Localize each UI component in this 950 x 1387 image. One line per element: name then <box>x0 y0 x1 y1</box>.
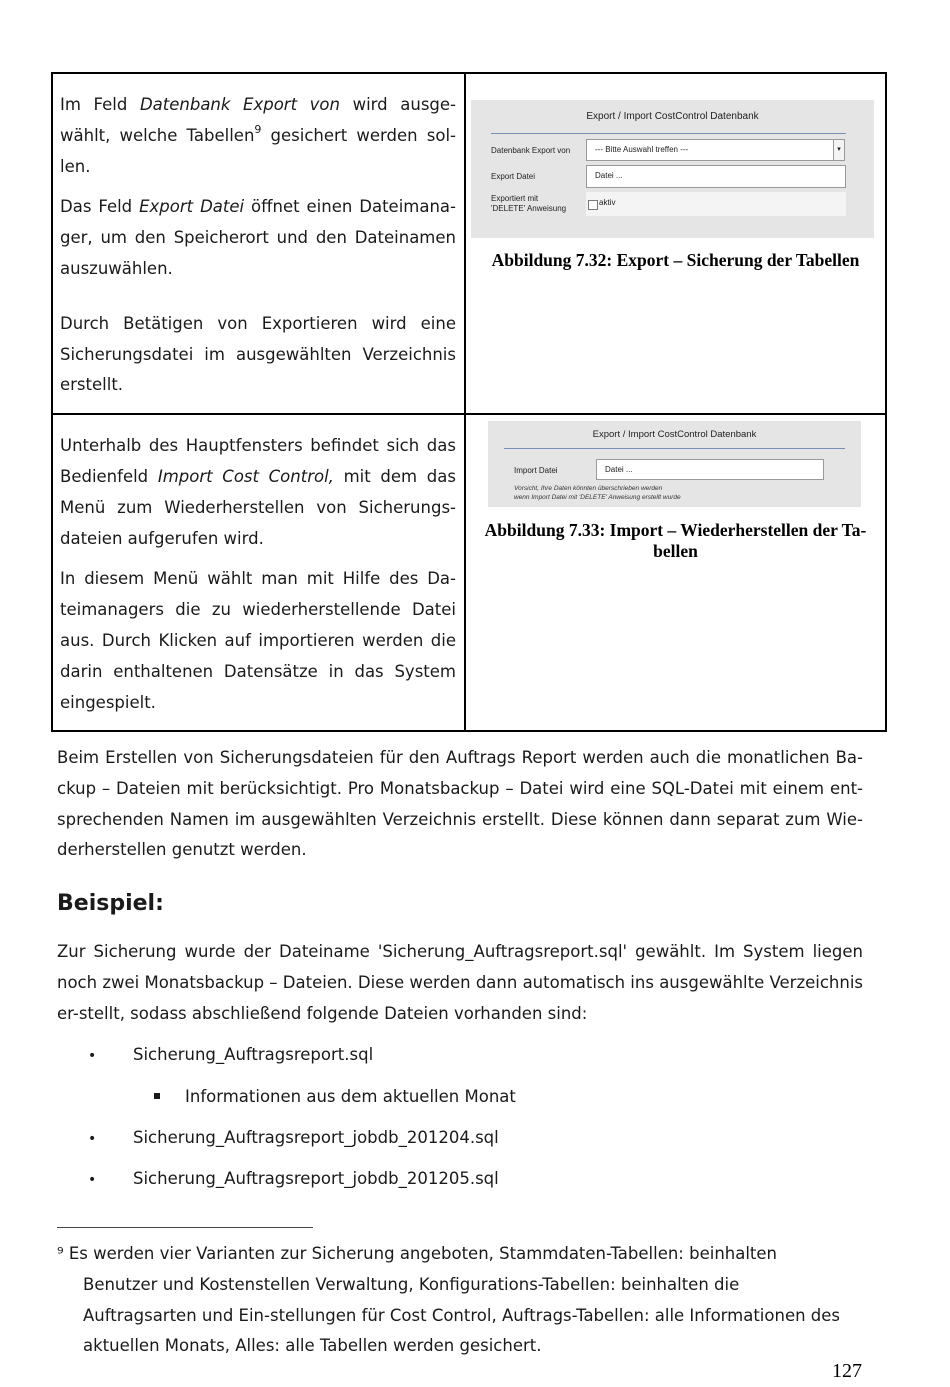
export-text-cell <box>52 73 465 414</box>
export-paragraph-3: Durch Betätigen von Exportieren wird eine Sicherungsdatei im ausgewählten Verzeichnis erstellt. <box>60 313 456 395</box>
example-paragraph: Zur Sicherung wurde der Dateiname 'Sicherung_Auftragsreport.sql' gewählt. Im System liegen noch zwei Monatsbackup – Dateien. Diese werden dann automatisch ins ausgewählte Verzeichnis er-stellt, sodass abschließend folgende Dateien vorhanden sind: <box>57 942 864 1023</box>
delete-label-line2: 'DELETE' Anweisung <box>491 204 567 213</box>
dialog-title: Export / Import CostControl Datenbank <box>592 429 757 441</box>
footnote-marker: ⁹ <box>57 1244 64 1263</box>
caption-line-1: Abbildung 7.33: Import – Wiederherstellen der Ta- <box>484 520 867 541</box>
export-datei-label: Export Datei <box>491 172 536 181</box>
bullet-icon: • <box>88 1172 97 1188</box>
footnote-text: Es werden vier Varianten zur Sicherung angeboten, Stammdaten-Tabellen: beinhalten Benutzer und Kostenstellen Verwaltung, Konfigurations-Tabellen: beinhalten die Auftragsarten und Ein-stellungen für Cost Control, Auftrags-Tabellen: alle Informationen des aktuellen Monats, Alles: alle Tabellen werden gesichert. <box>63 1244 841 1356</box>
export-figure-cell <box>465 73 886 414</box>
bullet-icon: • <box>88 1048 97 1064</box>
dialog-title: Export / Import CostControl Datenbank <box>586 111 759 122</box>
import-figure-cell <box>465 414 886 731</box>
delete-option-panel <box>586 192 846 216</box>
import-text-cell <box>52 414 465 731</box>
export-von-select[interactable]: --- Bitte Auswahl treffen --- <box>586 139 835 161</box>
aktiv-checkbox[interactable] <box>588 200 598 210</box>
list-subitem-1: Informationen aus dem aktuellen Monat <box>185 1087 516 1106</box>
body-paragraph: Beim Erstellen von Sicherungsdateien für den Auftrags Report werden auch die monatlichen Ba-ckup – Dateien mit berücksichtigt. Pro Monatsbackup – Datei wird eine SQL-Datei mit einem ent-sprechenden Namen im ausgewählten Verzeichnis erstellt. Diese können dann separat zum Wie-derherstellen genutzt werden. <box>57 748 863 860</box>
term-export-datei: Export Datei <box>139 197 245 217</box>
term-import-cost-control: Import Cost Control, <box>157 466 334 486</box>
import-warning-line2: wenn Import Datei mit 'DELETE' Anweisung erstellt wurde <box>514 494 681 502</box>
footnote-ref: 9 <box>254 122 262 136</box>
export-von-label: Datenbank Export von <box>491 146 571 155</box>
import-dialog-screenshot <box>488 421 861 507</box>
export-dialog-screenshot <box>471 100 874 238</box>
export-paragraph-1: Im Feld Datenbank Export von wird ausge-wählt, welche Tabellen$^9$ gesichert werden sol-len. <box>60 95 457 176</box>
square-bullet-icon <box>154 1093 160 1099</box>
export-datei-field[interactable]: Datei ... <box>586 165 846 188</box>
import-paragraph-1: Unterhalb des Hauptfensters befindet sich das Bedienfeld Import Cost Control, mit dem das Menü zum Wiederherstellen von Sicherungs-dateien aufgerufen wird. <box>60 436 456 548</box>
import-datei-field[interactable]: Datei ... <box>596 459 824 480</box>
figure-caption-7-32: Abbildung 7.32: Export – Sicherung der Tabellen <box>491 250 860 270</box>
footnote-9 <box>57 1239 847 1362</box>
aktiv-label: aktiv <box>599 198 616 207</box>
footnote-rule <box>57 1227 313 1228</box>
list-item-1: Sicherung_Auftragsreport.sql <box>133 1045 374 1064</box>
import-paragraph-2: In diesem Menü wählt man mit Hilfe des Da-teimanagers die zu wiederherstellende Datei aus. Durch Klicken auf importieren werden die darin enthaltenen Datensätze in das System eingespielt. <box>60 569 456 712</box>
table-row-export <box>52 73 886 414</box>
content-table <box>51 72 887 732</box>
import-warning-line1: Vorsicht, Ihre Daten könnten überschrieben werden <box>514 485 663 493</box>
list-item-2: Sicherung_Auftragsreport_jobdb_201204.sql <box>133 1128 499 1147</box>
term-datenbank-export-von: Datenbank Export von <box>139 95 340 114</box>
import-datei-label: Import Datei <box>514 466 558 476</box>
caption-line-2: bellen <box>653 541 698 562</box>
export-paragraph-2: Das Feld Export Datei öffnet einen Dateimana-ger, um den Speicherort und den Dateinamen auszuwählen. <box>60 197 457 278</box>
delete-label-line1: Exportiert mit <box>491 194 539 203</box>
table-row-import <box>52 414 886 731</box>
figure-caption-7-33 <box>466 520 885 562</box>
chevron-down-icon[interactable]: ▾ <box>833 139 845 161</box>
example-heading: Beispiel: <box>57 891 164 916</box>
list-item-3: Sicherung_Auftragsreport_jobdb_201205.sql <box>133 1169 499 1188</box>
title-divider <box>491 133 846 134</box>
page-number: 127 <box>832 1360 862 1382</box>
bullet-icon: • <box>88 1131 97 1147</box>
title-divider <box>504 448 845 449</box>
